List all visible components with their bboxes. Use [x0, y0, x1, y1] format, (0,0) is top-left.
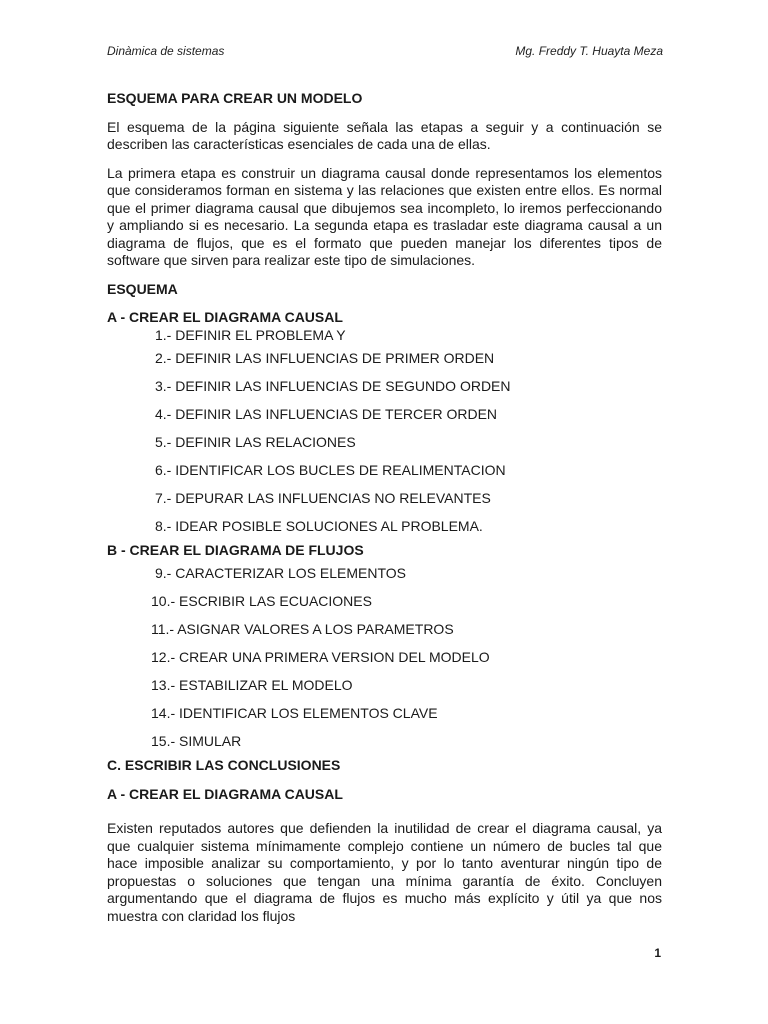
intro-paragraph: El esquema de la página siguiente señala las etapas a seguir y a continuación se describen las características esenciales de cada una de ellas. — [107, 118, 662, 152]
section-a-list — [107, 327, 662, 540]
section-c-heading: C. ESCRIBIR LAS CONCLUSIONES — [107, 757, 341, 773]
section-b-list — [107, 559, 662, 755]
list-item: 6.- IDENTIFICAR LOS BUCLES DE REALIMENTACION — [155, 461, 506, 478]
list-item: 15.- SIMULAR — [151, 733, 242, 749]
list-item: 7.- DEPURAR LAS INFLUENCIAS NO RELEVANTES — [155, 489, 491, 506]
list-item: 13.- ESTABILIZAR EL MODELO — [151, 677, 353, 693]
list-item: 1.- DEFINIR EL PROBLEMA Y — [155, 326, 346, 343]
list-item: 4.- DEFINIR LAS INFLUENCIAS DE TERCER ORDEN — [155, 405, 498, 422]
list-item: 9.- CARACTERIZAR LOS ELEMENTOS — [155, 565, 407, 581]
closing-paragraph: Existen reputados autores que defienden la inutilidad de crear el diagrama causal, ya que cualquier sistema mínimamente complejo contiene un número de bucles tal que hace imposible analizar su comportamiento, y por lo tanto aventurar ningún tipo de propuestas o soluciones que tengan una mínima garantía de éxito. Concluyen argumentando que el diagrama de flujos es mucho más explícito y útil ya que nos muestra con claridad los flujos — [107, 820, 662, 924]
list-item: 5.- DEFINIR LAS RELACIONES — [155, 433, 356, 450]
list-item: 11.- ASIGNAR VALORES A LOS PARAMETROS — [151, 621, 454, 637]
page-number: 1 — [654, 946, 661, 960]
section-b-heading: B - CREAR EL DIAGRAMA DE FLUJOS — [107, 541, 364, 558]
header-right: Mg. Freddy T. Huayta Meza — [515, 44, 663, 58]
list-item: 14.- IDENTIFICAR LOS ELEMENTOS CLAVE — [151, 705, 438, 721]
list-item: 3.- DEFINIR LAS INFLUENCIAS DE SEGUNDO ORDEN — [155, 377, 511, 394]
esquema-heading: ESQUEMA — [107, 280, 178, 297]
list-item: 10.- ESCRIBIR LAS ECUACIONES — [151, 593, 372, 609]
page-title: ESQUEMA PARA CREAR UN MODELO — [107, 90, 363, 106]
list-item: 8.- IDEAR POSIBLE SOLUCIONES AL PROBLEMA. — [155, 517, 483, 534]
section-a-detail-heading: A - CREAR EL DIAGRAMA CAUSAL — [107, 785, 343, 802]
list-item: 12.- CREAR UNA PRIMERA VERSION DEL MODELO — [151, 649, 490, 665]
list-item: 2.- DEFINIR LAS INFLUENCIAS DE PRIMER ORDEN — [155, 349, 495, 366]
header-left: Dinàmica de sistemas — [107, 44, 225, 58]
section-a-heading: A - CREAR EL DIAGRAMA CAUSAL — [107, 309, 343, 325]
document-body — [107, 90, 662, 925]
stages-paragraph: La primera etapa es construir un diagrama causal donde representamos los elementos que consideramos forman en sistema y las relaciones que existen entre ellos. Es normal que el primer diagrama causal que dibujemos sea incompleto, lo iremos perfeccionando y ampliando si es necesario. La segunda etapa es trasladar este diagrama causal a un diagrama de flujos, que es el formato que pueden manejar los diferentes tipos de software que sirven para realizar este tipo de simulaciones. — [107, 164, 662, 268]
